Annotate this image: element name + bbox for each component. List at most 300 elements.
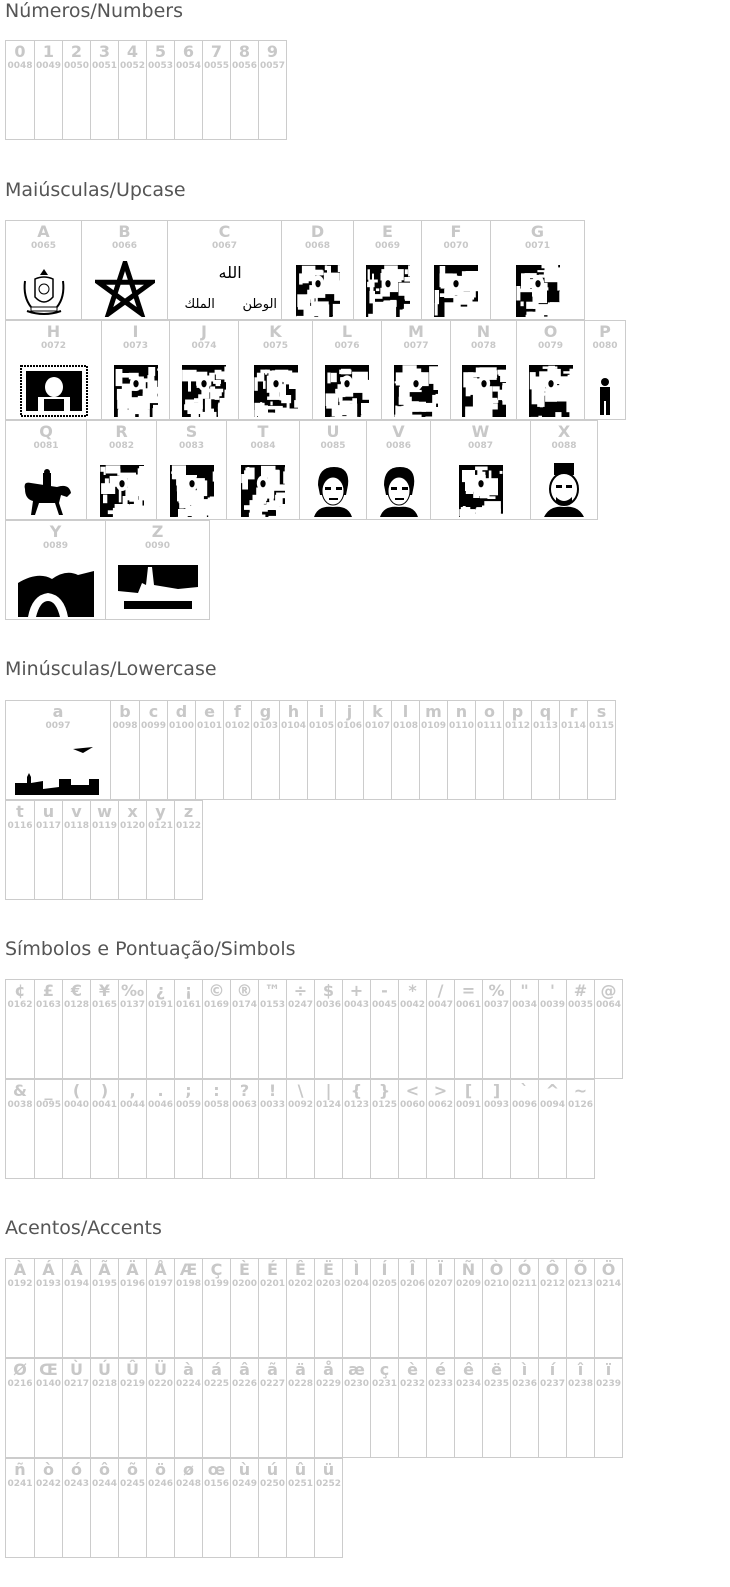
glyph-cell — [118, 1358, 147, 1458]
glyph-cell — [139, 700, 168, 800]
lowercase-row — [5, 700, 615, 800]
glyph-cell — [286, 1458, 315, 1558]
glyph-character: ã — [267, 1360, 278, 1379]
glyph-code: 0055 — [203, 61, 230, 71]
glyph-character: = — [461, 981, 476, 1000]
glyph-cell — [398, 1358, 427, 1458]
glyph-code: 0047 — [427, 1000, 454, 1010]
glyph-cell — [381, 320, 451, 420]
glyph-code: 0044 — [119, 1100, 146, 1110]
glyph-code: 0067 — [211, 241, 238, 251]
glyph-character: [ — [464, 1081, 473, 1100]
glyph-code: 0054 — [175, 61, 202, 71]
glyph-code: 0237 — [539, 1379, 566, 1389]
glyph-code: 0077 — [403, 341, 429, 351]
glyph-character: ` — [520, 1081, 529, 1100]
glyph-code: 0231 — [371, 1379, 398, 1389]
glyph-cell — [174, 800, 203, 900]
glyph-cell — [370, 979, 399, 1079]
accents-row — [5, 1258, 622, 1358]
glyph-cell — [167, 700, 196, 800]
glyph-code: 0140 — [35, 1379, 62, 1389]
glyph-cell — [34, 979, 63, 1079]
glyph-cell — [146, 800, 175, 900]
glyph-character: â — [239, 1360, 250, 1379]
face-icon — [300, 465, 366, 517]
glyph-code: 0063 — [231, 1100, 258, 1110]
glyph-character: / — [437, 981, 444, 1000]
glyph-code: 0195 — [91, 1279, 118, 1289]
glyph-cell — [174, 1258, 203, 1358]
glyph-code: 0238 — [567, 1379, 594, 1389]
glyph-cell — [90, 1358, 119, 1458]
glyph-cell — [230, 1458, 259, 1558]
glyph-cell — [62, 1358, 91, 1458]
glyph-character: f — [234, 702, 241, 721]
glyph-character: ® — [236, 981, 253, 1000]
glyph-character: i — [318, 702, 325, 721]
glyph-code: 0119 — [91, 821, 118, 831]
photo-icon — [170, 365, 238, 417]
glyph-cell — [426, 1258, 455, 1358]
glyph-character: p — [511, 702, 524, 721]
glyph-character: ) — [100, 1081, 109, 1100]
glyph-cell — [230, 40, 259, 140]
pentagram-star-icon — [82, 261, 167, 317]
glyph-cell — [146, 1458, 175, 1558]
glyph-code: 0117 — [35, 821, 62, 831]
glyph-cell — [230, 1079, 259, 1179]
glyph-character: ö — [155, 1460, 166, 1479]
glyph-cell — [118, 979, 147, 1079]
glyph-cell — [342, 1079, 371, 1179]
glyph-cell — [146, 1258, 175, 1358]
glyph-character: 0 — [14, 42, 26, 61]
glyph-code: 0197 — [147, 1279, 174, 1289]
glyph-cell — [110, 700, 140, 800]
glyph-cell — [118, 40, 147, 140]
glyph-character: , — [129, 1081, 136, 1100]
glyph-code: 0122 — [175, 821, 202, 831]
glyph-character: ú — [266, 1460, 279, 1479]
glyph-code: 0048 — [7, 61, 33, 71]
glyph-code: 0123 — [343, 1100, 370, 1110]
glyph-code: 0121 — [147, 821, 174, 831]
figure-icon — [585, 377, 625, 417]
glyph-code: 0114 — [560, 721, 587, 731]
glyph-code: 0097 — [45, 721, 71, 731]
glyph-code: 0218 — [91, 1379, 118, 1389]
glyph-cell — [251, 700, 280, 800]
glyph-cell — [482, 1079, 511, 1179]
photo-icon — [517, 365, 584, 417]
glyph-character: 3 — [98, 42, 111, 61]
glyph-code: 0242 — [35, 1479, 62, 1489]
glyph-code: 0107 — [364, 721, 391, 731]
glyph-character: E — [382, 222, 393, 241]
photo-icon — [354, 265, 421, 317]
glyph-code: 0124 — [315, 1100, 342, 1110]
portrait-fez-icon — [531, 461, 597, 517]
glyph-character: í — [549, 1360, 556, 1379]
glyph-cell — [398, 979, 427, 1079]
glyph-character: y — [155, 802, 166, 821]
glyph-code: 0101 — [196, 721, 223, 731]
glyph-cell — [118, 1258, 147, 1358]
glyph-character: 5 — [154, 42, 167, 61]
glyph-cell — [174, 1358, 203, 1458]
glyph-code: 0120 — [119, 821, 146, 831]
photo-icon — [239, 365, 312, 417]
glyph-character: á — [211, 1360, 222, 1379]
glyph-cell — [230, 1358, 259, 1458]
glyph-code: 0059 — [175, 1100, 202, 1110]
glyph-character: Û — [126, 1360, 139, 1379]
glyph-code: 0220 — [147, 1379, 174, 1389]
glyph-character: K — [269, 322, 282, 341]
glyph-cell — [174, 40, 203, 140]
glyph-character: L — [341, 322, 353, 341]
glyph-character: V — [392, 422, 405, 441]
glyph-cell — [223, 700, 252, 800]
glyph-character: Ô — [545, 1260, 560, 1279]
glyph-character: D — [310, 222, 325, 241]
glyph-character: ! — [268, 1081, 277, 1100]
glyph-code: 0111 — [476, 721, 503, 731]
glyph-code: 0104 — [280, 721, 307, 731]
glyph-code: 0206 — [399, 1279, 426, 1289]
glyph-code: 0079 — [537, 341, 564, 351]
glyph-character: s — [596, 702, 607, 721]
glyph-code: 0250 — [259, 1479, 286, 1489]
glyph-code: 0036 — [315, 1000, 342, 1010]
glyph-character: X — [557, 422, 571, 441]
glyph-cell — [258, 1458, 287, 1558]
glyph-cell — [258, 1258, 287, 1358]
photo-icon — [87, 465, 156, 517]
glyph-character: Ø — [13, 1360, 27, 1379]
photo-icon — [227, 465, 299, 517]
glyph-cell — [118, 800, 147, 900]
glyph-cell — [167, 220, 282, 320]
glyph-character: M — [408, 322, 424, 341]
glyph-cell — [566, 1358, 595, 1458]
glyph-cell — [538, 1358, 567, 1458]
glyph-cell — [566, 1258, 595, 1358]
arabic-motto-glyph — [175, 263, 278, 317]
glyph-code: 0051 — [91, 61, 118, 71]
glyph-cell — [34, 1258, 63, 1358]
glyph-character: o — [484, 702, 495, 721]
glyph-code: 0229 — [315, 1379, 342, 1389]
glyph-character: Ù — [70, 1360, 83, 1379]
glyph-code: 0052 — [119, 61, 146, 71]
glyph-cell — [5, 1458, 35, 1558]
glyph-cell — [398, 1258, 427, 1358]
glyph-cell — [5, 40, 35, 140]
glyph-code: 0205 — [371, 1279, 398, 1289]
glyph-code: 0203 — [315, 1279, 342, 1289]
glyph-character: U — [326, 422, 340, 441]
glyph-character: - — [381, 981, 388, 1000]
glyph-cell — [370, 1079, 399, 1179]
glyph-code: 0050 — [63, 61, 90, 71]
glyph-character: ÷ — [293, 981, 308, 1000]
glyph-code: 0053 — [147, 61, 174, 71]
glyph-code: 0163 — [35, 1000, 62, 1010]
glyph-cell — [419, 700, 448, 800]
section-title-symbols: Símbolos e Pontuação/Simbols — [5, 938, 296, 960]
glyph-character: € — [70, 981, 83, 1000]
glyph-cell — [475, 700, 504, 800]
glyph-code: 0230 — [343, 1379, 370, 1389]
glyph-character: ¥ — [98, 981, 111, 1000]
glyph-character: ] — [492, 1081, 501, 1100]
glyph-cell — [101, 320, 170, 420]
glyph-cell — [90, 1079, 119, 1179]
glyph-cell — [531, 700, 560, 800]
glyph-cell — [146, 1358, 175, 1458]
glyph-code: 0099 — [140, 721, 167, 731]
glyph-character: A — [37, 222, 50, 241]
photo-icon — [451, 365, 516, 417]
glyph-character: Ü — [154, 1360, 167, 1379]
glyph-code: 0065 — [30, 241, 57, 251]
glyph-character: d — [175, 702, 188, 721]
glyph-character: ‰ — [120, 981, 145, 1000]
lowercase-row — [5, 800, 202, 900]
glyph-code: 0086 — [385, 441, 412, 451]
glyph-cell — [258, 1079, 287, 1179]
glyph-character: Ò — [489, 1260, 504, 1279]
glyph-character: ñ — [14, 1460, 26, 1479]
glyph-character: Ú — [98, 1360, 111, 1379]
glyph-character: Ë — [323, 1260, 334, 1279]
photo-icon — [313, 365, 381, 417]
glyph-cell — [202, 1079, 231, 1179]
glyph-character: Ì — [353, 1260, 360, 1279]
glyph-character: î — [577, 1360, 584, 1379]
glyph-character: S — [185, 422, 198, 441]
glyph-code: 0214 — [595, 1279, 622, 1289]
glyph-character: m — [425, 702, 442, 721]
glyph-cell — [5, 1079, 35, 1179]
glyph-code: 0235 — [483, 1379, 510, 1389]
glyph-cell — [538, 1079, 567, 1179]
glyph-code: 0056 — [231, 61, 258, 71]
glyph-character: Ñ — [461, 1260, 476, 1279]
glyph-cell — [202, 1258, 231, 1358]
glyph-code: 0241 — [7, 1479, 33, 1489]
glyph-code: 0113 — [532, 721, 559, 731]
glyph-cell — [314, 979, 343, 1079]
glyph-code: 0034 — [511, 1000, 538, 1010]
glyph-character: à — [183, 1360, 194, 1379]
glyph-code: 0073 — [122, 341, 149, 351]
glyph-code: 0252 — [315, 1479, 342, 1489]
glyph-cell — [482, 1358, 511, 1458]
glyph-code: 0209 — [455, 1279, 482, 1289]
glyph-cell — [202, 40, 231, 140]
upcase-row — [5, 420, 597, 520]
glyph-code: 0082 — [108, 441, 135, 451]
glyph-cell — [34, 800, 63, 900]
glyph-cell — [510, 1079, 539, 1179]
glyph-code: 0103 — [252, 721, 279, 731]
glyph-character: ~ — [573, 1081, 588, 1100]
photo-icon — [102, 365, 169, 417]
glyph-character: $ — [322, 981, 335, 1000]
glyph-code: 0071 — [524, 241, 551, 251]
glyph-code: 0191 — [147, 1000, 174, 1010]
glyph-cell — [62, 1079, 91, 1179]
glyph-cell — [353, 220, 422, 320]
glyph-code: 0161 — [175, 1000, 202, 1010]
glyph-cell — [482, 979, 511, 1079]
glyph-code: 0035 — [567, 1000, 594, 1010]
glyph-character: Ä — [126, 1260, 139, 1279]
glyph-cell — [62, 1458, 91, 1558]
glyph-cell — [391, 700, 420, 800]
accents-row — [5, 1458, 342, 1558]
upcase-row — [5, 220, 584, 320]
glyph-code: 0068 — [304, 241, 331, 251]
glyph-cell — [286, 1079, 315, 1179]
glyph-code: 0202 — [287, 1279, 314, 1289]
glyph-character: Õ — [573, 1260, 588, 1279]
glyph-character: 9 — [266, 42, 279, 61]
photo-icon — [282, 265, 353, 317]
glyph-code: 0070 — [443, 241, 469, 251]
glyph-character: z — [183, 802, 194, 821]
glyph-code: 0210 — [483, 1279, 510, 1289]
glyph-cell — [363, 700, 392, 800]
glyph-cell — [202, 979, 231, 1079]
glyph-character: ó — [71, 1460, 82, 1479]
glyph-character: # — [573, 981, 588, 1000]
glyph-code: 0094 — [539, 1100, 566, 1110]
glyph-character: 4 — [126, 42, 139, 61]
glyph-cell — [314, 1079, 343, 1179]
glyph-character: ò — [43, 1460, 54, 1479]
glyph-character: Ó — [517, 1260, 532, 1279]
glyph-code: 0106 — [336, 721, 363, 731]
glyph-cell — [5, 520, 106, 620]
glyph-code: 0039 — [539, 1000, 566, 1010]
glyph-code: 0204 — [343, 1279, 370, 1289]
glyph-cell — [454, 1079, 483, 1179]
mosque-icon — [106, 561, 209, 617]
glyph-cell — [426, 979, 455, 1079]
glyph-cell — [286, 979, 315, 1079]
glyph-cell — [426, 1358, 455, 1458]
glyph-character: w — [97, 802, 112, 821]
glyph-cell — [5, 800, 35, 900]
glyph-code: 0095 — [35, 1100, 62, 1110]
glyph-character: 2 — [70, 42, 83, 61]
glyph-character: g — [259, 702, 272, 721]
glyph-character: & — [13, 1081, 27, 1100]
glyph-code: 0100 — [168, 721, 195, 731]
glyph-code: 0041 — [91, 1100, 118, 1110]
glyph-cell — [342, 1258, 371, 1358]
glyph-code: 0088 — [551, 441, 577, 451]
glyph-character: } — [378, 1081, 391, 1100]
glyph-code: 0245 — [119, 1479, 146, 1489]
glyph-cell — [5, 220, 82, 320]
glyph-character: ë — [491, 1360, 502, 1379]
glyph-character: N — [476, 322, 491, 341]
glyph-character: ï — [605, 1360, 612, 1379]
glyph-code: 0091 — [455, 1100, 482, 1110]
glyph-character: Å — [154, 1260, 167, 1279]
glyph-code: 0194 — [63, 1279, 90, 1289]
glyph-code: 0092 — [287, 1100, 314, 1110]
glyph-cell — [146, 40, 175, 140]
glyph-cell — [594, 1258, 623, 1358]
glyph-character: ' — [550, 981, 555, 1000]
glyph-code: 0081 — [33, 441, 59, 451]
glyph-character: u — [42, 802, 55, 821]
glyph-character: > — [433, 1081, 448, 1100]
glyph-cell — [421, 220, 491, 320]
glyph-character: . — [157, 1081, 164, 1100]
glyph-code: 0201 — [259, 1279, 286, 1289]
glyph-cell — [503, 700, 532, 800]
glyph-character: " — [520, 981, 529, 1000]
glyph-cell — [510, 1258, 539, 1358]
glyph-code: 0239 — [595, 1379, 622, 1389]
glyph-character: £ — [42, 981, 55, 1000]
glyph-code: 0196 — [119, 1279, 146, 1289]
glyph-cell — [516, 320, 585, 420]
glyph-cell — [335, 700, 364, 800]
glyph-character: ç — [379, 1360, 390, 1379]
glyph-character: ü — [322, 1460, 335, 1479]
glyph-code: 0062 — [427, 1100, 454, 1110]
glyph-character: œ — [207, 1460, 226, 1479]
glyph-code: 0156 — [203, 1479, 230, 1489]
glyph-cell — [454, 1358, 483, 1458]
glyph-cell — [230, 979, 259, 1079]
glyph-character: è — [407, 1360, 418, 1379]
glyph-code: 0112 — [504, 721, 531, 731]
glyph-code: 0096 — [511, 1100, 538, 1110]
arabic-motto-icon — [168, 263, 281, 317]
glyph-code: 0087 — [467, 441, 494, 451]
glyph-cell — [594, 1358, 623, 1458]
face-icon — [367, 465, 430, 517]
glyph-cell — [230, 1258, 259, 1358]
glyph-character: q — [539, 702, 552, 721]
glyph-character: © — [208, 981, 225, 1000]
glyph-character: Î — [409, 1260, 416, 1279]
glyph-cell — [447, 700, 476, 800]
glyph-character: * — [408, 981, 417, 1000]
glyph-cell — [86, 420, 157, 520]
glyph-cell — [510, 979, 539, 1079]
glyph-character: B — [118, 222, 131, 241]
glyph-cell — [34, 40, 63, 140]
glyph-character: 1 — [42, 42, 55, 61]
glyph-cell — [314, 1458, 343, 1558]
glyph-code: 0080 — [592, 341, 618, 351]
glyph-cell — [5, 979, 35, 1079]
photo-icon — [431, 465, 530, 517]
glyph-character: Â — [70, 1260, 83, 1279]
glyph-cell — [454, 979, 483, 1079]
glyph-code: 0109 — [420, 721, 447, 731]
